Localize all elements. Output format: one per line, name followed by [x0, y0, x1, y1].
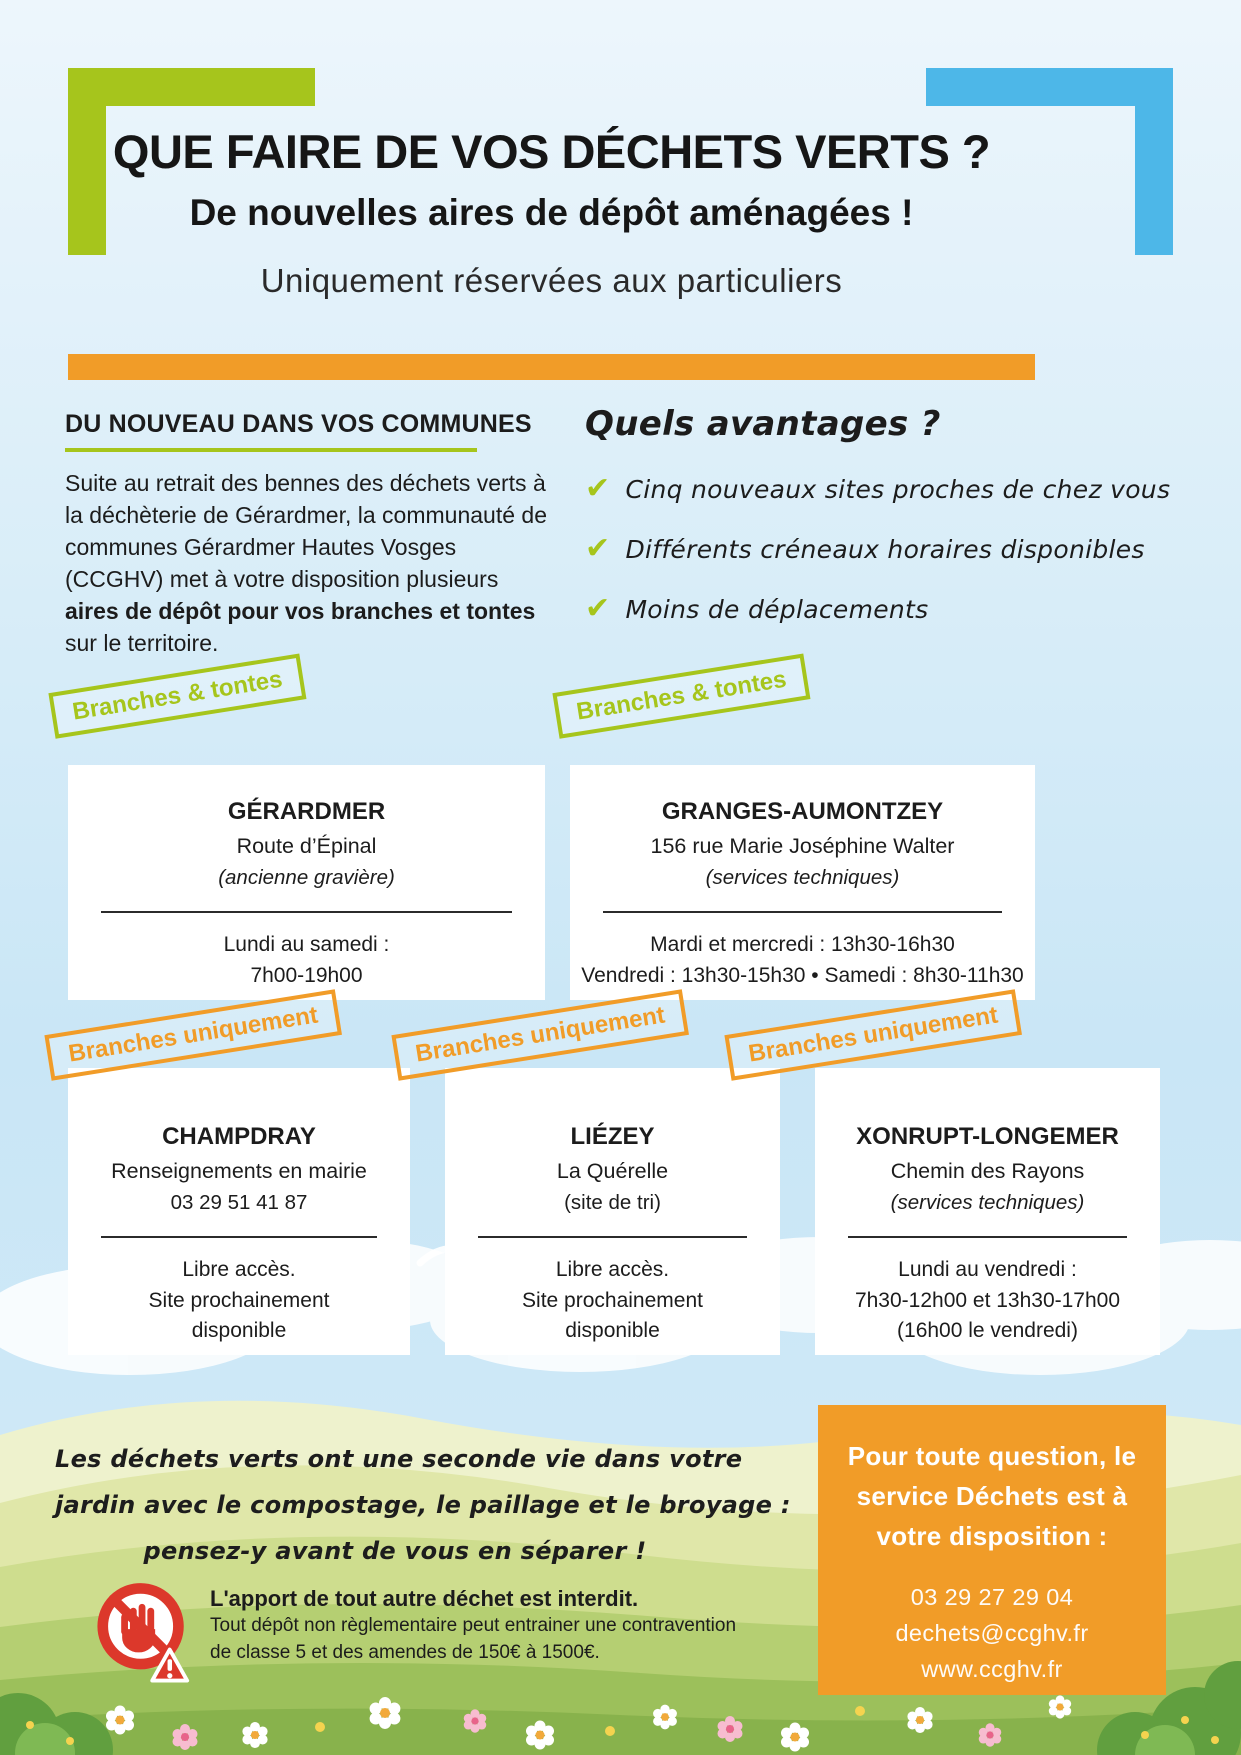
site-card-champdray — [66, 1001, 410, 1355]
site-hours — [68, 930, 545, 991]
hours-line: disponible — [191, 1319, 287, 1342]
advantage-item — [585, 471, 1171, 506]
advantage-item — [585, 591, 1145, 626]
site-badge: Branches uniquement — [391, 989, 689, 1080]
site-badge: Branches uniquement — [44, 989, 342, 1080]
hours-line: Libre accès. — [555, 1258, 670, 1281]
site-address: Chemin des Rayons — [890, 1159, 1085, 1183]
page-subtitle: De nouvelles aires de dépôt aménagées ! — [189, 191, 914, 233]
orange-divider-bar — [68, 354, 1035, 380]
advantages-heading: Quels avantages ? — [585, 404, 941, 444]
hours-line: 7h00-19h00 — [250, 963, 363, 987]
advantage-item-label: Moins de déplacements — [625, 594, 929, 624]
warning-block — [95, 1580, 795, 1688]
site-note: (services techniques) — [705, 866, 900, 889]
contact-box — [818, 1405, 1166, 1695]
card-divider — [848, 1236, 1127, 1238]
intro-underline — [65, 448, 477, 452]
intro-paragraph — [65, 467, 548, 659]
warning-text — [210, 1580, 736, 1666]
warning-text-line: de classe 5 et des amendes de 150€ à 1500€. — [210, 1642, 600, 1663]
card-divider — [101, 1236, 377, 1238]
hours-line: Vendredi : 13h30-15h30 • Samedi : 8h30-11h30 — [581, 963, 1024, 987]
page-tagline: Uniquement réservées aux particuliers — [260, 261, 843, 299]
hours-line: Lundi au samedi : — [223, 933, 390, 956]
warning-title: L'apport de tout autre déchet est interdit. — [210, 1586, 639, 1611]
contact-details — [818, 1579, 1166, 1687]
site-hours — [815, 1255, 1160, 1347]
hours-line: Lundi au vendredi : — [898, 1258, 1077, 1281]
header — [68, 126, 1035, 300]
site-address: Renseignements en mairie — [111, 1159, 367, 1183]
site-hours — [570, 930, 1035, 991]
hours-line: Site prochainement — [522, 1288, 703, 1312]
contact-intro — [818, 1436, 1166, 1556]
site-name: GRANGES-AUMONTZEY — [661, 798, 944, 825]
hours-line: disponible — [565, 1319, 660, 1342]
hours-line: (16h00 le vendredi) — [897, 1319, 1078, 1342]
site-note: 03 29 51 41 87 — [170, 1191, 308, 1214]
contact-website: www.ccghv.fr — [921, 1656, 1063, 1682]
compost-line: jardin avec le compostage, le paillage et le broyage : — [55, 1491, 791, 1519]
card-divider — [101, 911, 512, 913]
hours-line: 7h30-12h00 et 13h30-17h00 — [854, 1288, 1121, 1312]
contact-intro-line: Pour toute question, le — [847, 1441, 1137, 1471]
advantage-item-label: Cinq nouveaux sites proches de chez vous — [625, 474, 1171, 504]
site-hours — [445, 1255, 780, 1347]
no-dumping-icon — [95, 1580, 192, 1688]
check-icon: ✔ — [585, 471, 611, 506]
site-note: (services techniques) — [890, 1191, 1085, 1214]
site-address: Route d’Épinal — [236, 834, 377, 858]
check-icon: ✔ — [585, 591, 611, 626]
contact-phone: 03 29 27 29 04 — [910, 1584, 1074, 1610]
intro-heading: DU NOUVEAU DANS VOS COMMUNES — [65, 410, 532, 438]
site-badge: Branches uniquement — [724, 989, 1022, 1080]
contact-intro-line: votre disposition : — [876, 1521, 1108, 1551]
compost-line: Les déchets verts ont une seconde vie dans votre — [55, 1445, 743, 1473]
site-name: XONRUPT-LONGEMER — [856, 1123, 1119, 1150]
intro-paragraph-end: sur le territoire. — [65, 630, 219, 656]
site-hours — [68, 1255, 410, 1347]
site-card-xonrupt-longemer — [746, 1001, 1160, 1355]
advantage-item — [585, 531, 1145, 566]
compost-line: pensez-y avant de vous en séparer ! — [143, 1537, 647, 1565]
site-badge: Branches & tontes — [48, 654, 306, 739]
intro-paragraph-start: Suite au retrait des bennes des déchets verts à la déchèterie de Gérardmer, la communauté de communes Gérardmer Hautes Vosges (CCGHV) met à votre disposition plusieurs — [65, 470, 547, 592]
site-note: (ancienne gravière) — [218, 866, 395, 889]
site-badge: Branches & tontes — [552, 654, 810, 739]
hours-line: Libre accès. — [182, 1258, 296, 1281]
site-card-gerardmer — [68, 665, 545, 1000]
intro-paragraph-bold: aires de dépôt pour vos branches et tontes — [65, 598, 536, 624]
page-title: QUE FAIRE DE VOS DÉCHETS VERTS ? — [112, 125, 991, 178]
site-address: 156 rue Marie Joséphine Walter — [650, 834, 955, 858]
warning-text-line: Tout dépôt non règlementaire peut entrainer une contravention — [210, 1615, 737, 1636]
compost-note — [55, 1436, 791, 1574]
site-note: (site de tri) — [564, 1191, 661, 1214]
contact-email: dechets@ccghv.fr — [895, 1620, 1089, 1646]
advantage-item-label: Différents créneaux horaires disponibles — [625, 534, 1145, 564]
site-address: La Quérelle — [556, 1159, 669, 1183]
section-advantages — [585, 404, 1171, 626]
card-divider — [603, 911, 1002, 913]
check-icon: ✔ — [585, 531, 611, 566]
card-divider — [478, 1236, 747, 1238]
site-name: CHAMPDRAY — [162, 1123, 316, 1150]
section-intro — [65, 410, 548, 659]
site-name: GÉRARDMER — [227, 798, 386, 825]
site-card-liezey — [413, 1001, 780, 1355]
site-card-granges-aumontzey — [570, 665, 1035, 1000]
site-name: LIÉZEY — [570, 1123, 655, 1150]
contact-intro-line: service Déchets est à — [856, 1481, 1128, 1511]
hours-line: Mardi et mercredi : 13h30-16h30 — [650, 933, 955, 956]
hours-line: Site prochainement — [148, 1288, 330, 1312]
